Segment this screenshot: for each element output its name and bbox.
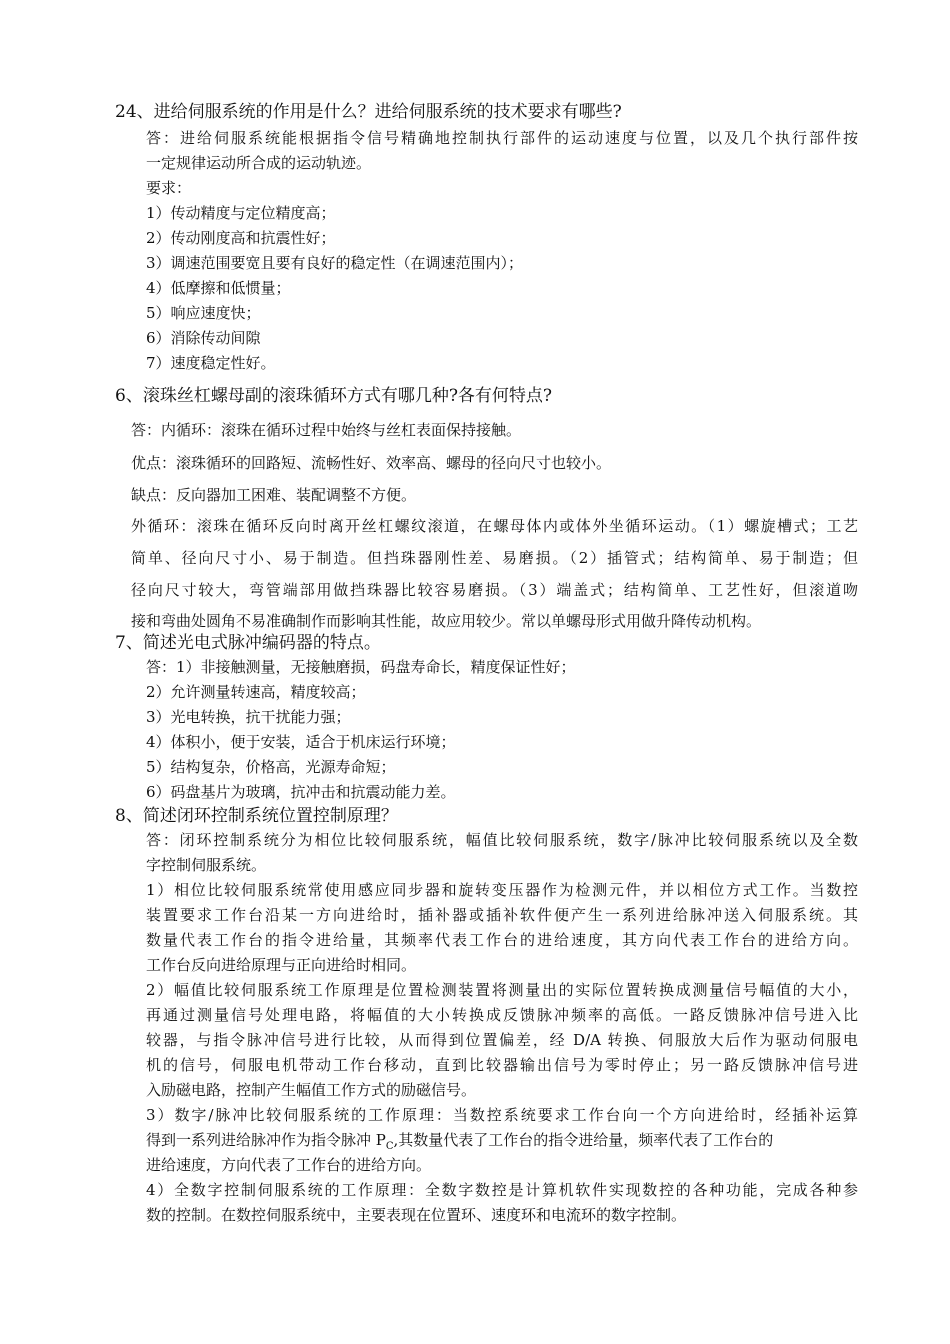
q8-p2-line1: 2）幅值比较伺服系统工作原理是位置检测装置将测量出的实际位置转换成测量信号幅值的大小， [146,981,858,999]
q24-item: 3）调速范围要宽且要有良好的稳定性（在调速范围内）； [146,254,524,272]
q24-answer-line2: 一定规律运动所合成的运动轨迹。 [146,154,372,172]
q7-item: 答：1）非接触测量，无接触磨损，码盘寿命长，精度保证性好； [146,658,576,676]
q24-item: 6）消除传动间隙 [146,329,261,347]
q8-p3-line1: 3）数字/脉冲比较伺服系统的工作原理：当数控系统要求工作台向一个方向进给时，经插补运算 [146,1106,858,1124]
q8-p2-line5: 入励磁电路，控制产生幅值工作方式的励磁信号。 [146,1081,477,1099]
q6-outer-line3: 径向尺寸较大，弯管端部用做挡珠器比较容易磨损。（3）端盖式；结构简单、工艺性好，但滚道吻 [131,581,858,599]
q8-p1-line3: 数量代表工作台的指令进给量，其频率代表工作台的进给速度，其方向代表工作台的进给方向。 [146,931,858,949]
q24-answer-line1: 答：进给伺服系统能根据指令信号精确地控制执行部件的运动速度与位置，以及几个执行部件按 [146,129,858,147]
q7-item: 4）体积小，便于安装，适合于机床运行环境； [146,733,456,751]
q24-requirements-label: 要求： [146,179,192,197]
q6-outer-line1: 外循环：滚珠在循环反向时离开丝杠螺纹滚道，在螺母体内或体外坐循环运动。（1）螺旋槽式；工艺 [131,517,858,535]
q7-item: 3）光电转换，抗干扰能力强； [146,708,351,726]
q6-cons: 缺点：反向器加工困难、装配调整不方便。 [131,486,417,504]
q8-p3-line2-end: ,其数量代表了工作台的指令进给量，频率代表了工作台的 [393,1131,774,1149]
q8-p2-line3: 较器，与指令脉冲信号进行比较，从而得到位置偏差，经 D/A 转换、伺服放大后作为驱动伺服电 [146,1031,858,1049]
q8-p1-line1: 1）相位比较伺服系统常使用感应同步器和旋转变压器作为检测元件，并以相位方式工作。当数控 [146,881,858,899]
q8-p3-line2 [146,1130,858,1157]
q8-p2-line4: 机的信号，伺服电机带动工作台移动，直到比较器输出信号为零时停止；另一路反馈脉冲信号进 [146,1056,858,1074]
q6-outer-line4: 接和弯曲处圆角不易准确制作而影响其性能，故应用较少。常以单螺母形式用做升降传动机构。 [131,612,762,630]
q6-pros: 优点：滚珠循环的回路短、流畅性好、效率高、螺母的径向尺寸也较小。 [131,454,612,472]
q8-answer-line1: 答：闭环控制系统分为相位比较伺服系统，幅值比较伺服系统，数字/脉冲比较伺服系统以及全数 [146,831,858,849]
q8-p1-line4: 工作台反向进给原理与正向进给时相同。 [146,956,417,974]
q8-p2-line2: 再通过测量信号处理电路，将幅值的大小转换成反馈脉冲频率的高低。一路反馈脉冲信号进入比 [146,1006,858,1024]
q24-title: 24、进给伺服系统的作用是什么？进给伺服系统的技术要求有哪些? [115,102,622,122]
q7-item: 5）结构复杂，价格高，光源寿命短； [146,758,396,776]
q7-item: 2）允许测量转速高，精度较高； [146,683,366,701]
q8-answer-line2: 字控制伺服系统。 [146,856,267,874]
q8-p4-line2: 数的控制。在数控伺服系统中，主要表现在位置环、速度环和电流环的数字控制。 [146,1206,687,1224]
q8-p3-line2-start: 得到一系列进给脉冲作为指令脉冲 P [146,1131,386,1149]
q7-item: 6）码盘基片为玻璃，抗冲击和抗震动能力差。 [146,783,456,801]
q8-title: 8、简述闭环控制系统位置控制原理？ [115,806,398,826]
q24-item: 2）传动刚度高和抗震性好； [146,229,336,247]
q8-p3-subscript: C [385,1141,394,1152]
q6-title: 6、滚珠丝杠螺母副的滚珠循环方式有哪几种?各有何特点? [115,386,553,406]
q24-item: 7）速度稳定性好。 [146,354,276,372]
q8-p4-line1: 4）全数字控制伺服系统的工作原理：全数字数控是计算机软件实现数控的各种功能，完成各种参 [146,1181,858,1199]
q6-outer-line2: 简单、径向尺寸小、易于制造。但挡珠器刚性差、易磨损。（2）插管式；结构简单、易于制造；但 [131,549,858,567]
q24-item: 4）低摩擦和低惯量； [146,279,291,297]
q7-title: 7、简述光电式脉冲编码器的特点。 [115,633,381,653]
q24-item: 1）传动精度与定位精度高； [146,204,336,222]
q8-p1-line2: 装置要求工作台沿某一方向进给时，插补器或插补软件便产生一系列进给脉冲送入伺服系统。其 [146,906,858,924]
q8-p3-line3: 进给速度，方向代表了工作台的进给方向。 [146,1156,432,1174]
q6-inner-circulation: 答：内循环：滚珠在循环过程中始终与丝杠表面保持接触。 [131,421,522,439]
q24-item: 5）响应速度快； [146,304,261,322]
